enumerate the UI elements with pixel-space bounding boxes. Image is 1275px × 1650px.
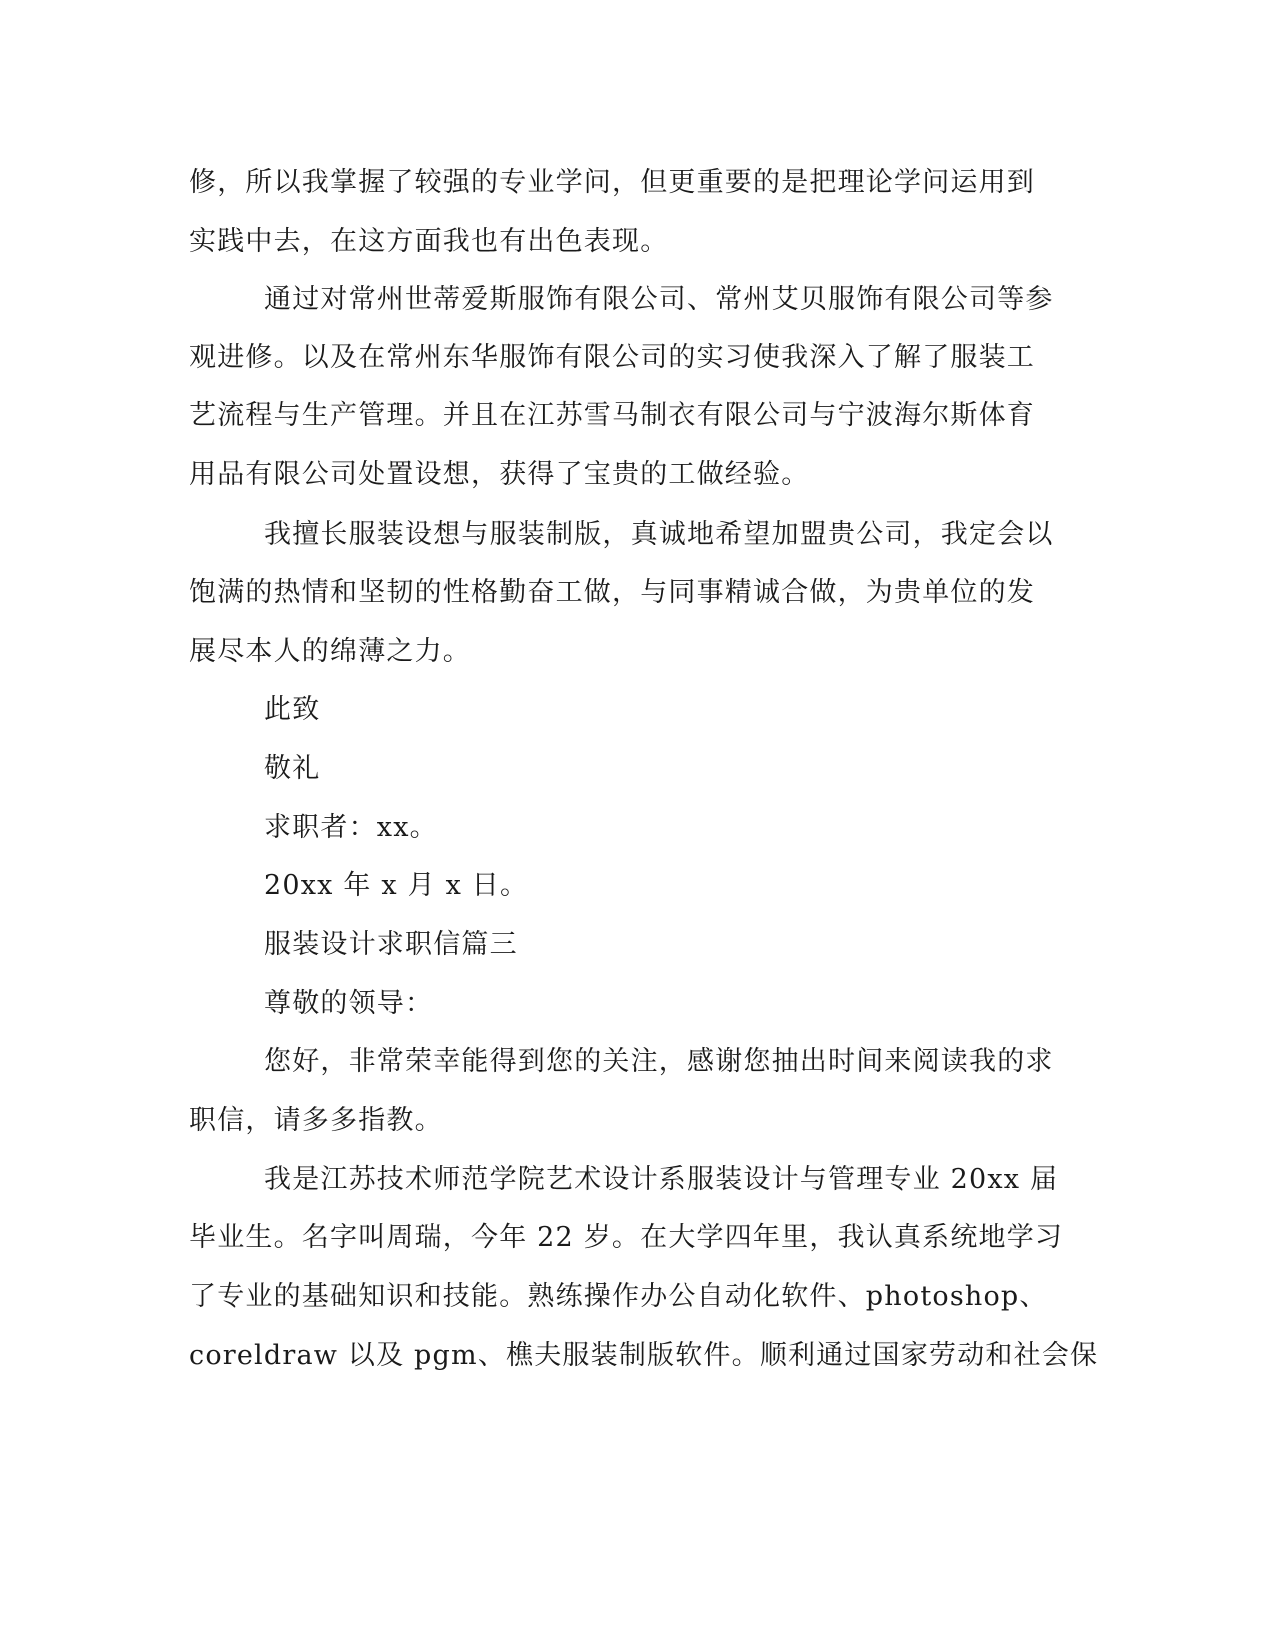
paragraph-start: 我是江苏技术师范学院艺术设计系服装设计与管理专业 20xx 届 bbox=[264, 1164, 1059, 1195]
text-line: 毕业生。名字叫周瑞，今年 22 岁。在大学四年里，我认真系统地学习 bbox=[189, 1222, 1064, 1253]
text-line: 职信，请多多指教。 bbox=[189, 1105, 443, 1136]
paragraph-start: 通过对常州世蒂爱斯服饰有限公司、常州艾贝服饰有限公司等参 bbox=[264, 284, 1054, 315]
text-line: coreldraw 以及 pgm、樵夫服装制版软件。顺利通过国家劳动和社会保 bbox=[189, 1340, 1099, 1371]
text-line: 饱满的热情和坚韧的性格勤奋工做，与同事精诚合做，为贵单位的发 bbox=[189, 577, 1035, 608]
section-heading: 服装设计求职信篇三 bbox=[264, 929, 518, 960]
text-line: 修，所以我掌握了较强的专业学问，但更重要的是把理论学问运用到 bbox=[189, 167, 1035, 198]
salutation-regards: 敬礼 bbox=[264, 753, 321, 784]
text-line: 观进修。以及在常州东华服饰有限公司的实习使我深入了解了服装工 bbox=[189, 342, 1035, 373]
text-line: 艺流程与生产管理。并且在江苏雪马制衣有限公司与宁波海尔斯体育 bbox=[189, 400, 1035, 431]
text-line: 了专业的基础知识和技能。熟练操作办公自动化软件、photoshop、 bbox=[189, 1281, 1048, 1312]
greeting-line: 尊敬的领导： bbox=[264, 988, 434, 1019]
paragraph-start: 我擅长服装设想与服装制版，真诚地希望加盟贵公司，我定会以 bbox=[264, 519, 1054, 550]
text-line: 用品有限公司处置设想，获得了宝贵的工做经验。 bbox=[189, 459, 810, 490]
text-line: 展尽本人的绵薄之力。 bbox=[189, 636, 471, 667]
signature-line: 求职者：xx。 bbox=[264, 812, 438, 843]
date-line: 20xx 年 x 月 x 日。 bbox=[264, 870, 529, 901]
paragraph-start: 您好，非常荣幸能得到您的关注，感谢您抽出时间来阅读我的求 bbox=[264, 1046, 1054, 1077]
salutation-closing: 此致 bbox=[264, 694, 321, 725]
text-line: 实践中去，在这方面我也有出色表现。 bbox=[189, 226, 669, 257]
